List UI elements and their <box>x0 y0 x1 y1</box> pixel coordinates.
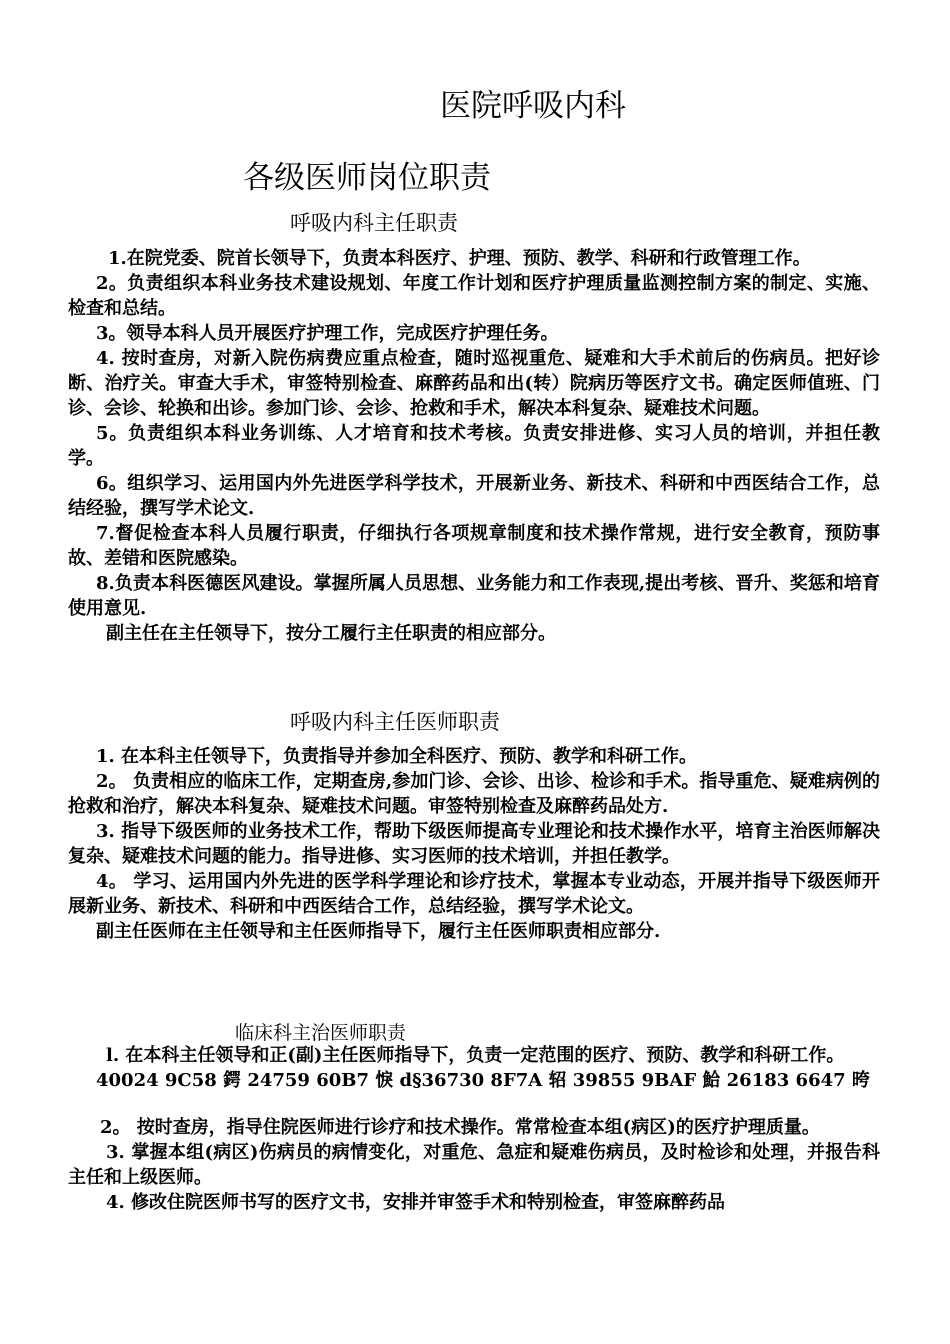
section3-heading: 临床科主治医师职责 <box>235 1022 407 1044</box>
section1-body <box>68 246 880 646</box>
section1-deputy-note: 副主任在主任领导下，按分工履行主任职责的相应部分。 <box>106 623 556 644</box>
section2-body <box>68 744 880 944</box>
section3-garbled-line: 40024 9C58 鍔 24759 60B7 悷 d§36730 8F7A 轺 39855 9BAF 鮯 26183 6647 晇 <box>96 1070 870 1091</box>
section1-item-5: 5。负责组织本科业务训练、人才培育和技术考核。负责安排进修、实习人员的培训，并担任教学。 <box>68 423 880 469</box>
section2-item-2: 2。 负责相应的临床工作，定期查房,参加门诊、会诊、出诊、检诊和手术。指导重危、疑难病例的抢救和治疗，解决本科复杂、疑难技术问题。审签特别检查及麻醉药品处方. <box>68 771 880 817</box>
section1-item-7: 7.督促检查本科人员履行职责，仔细执行各项规章制度和技术操作常规，进行安全教育，预防事故、差错和医院感染。 <box>68 523 880 569</box>
section2-item-3: 3. 指导下级医师的业务技术工作，帮助下级医师提高专业理论和技术操作水平，培育主治医师解决复杂、疑难技术问题的能力。指导进修、实习医师的技术培训，并担任教学。 <box>68 821 880 867</box>
section2-deputy-note: 副主任医师在主任领导和主任医师指导下，履行主任医师职责相应部分. <box>96 921 661 942</box>
section1-item-3: 3。领导本科人员开展医疗护理工作，完成医疗护理任务。 <box>96 323 559 344</box>
section2-item-4: 4。 学习、运用国内外先进的医学科学理论和诊疗技术，掌握本专业动态，开展并指导下级医师开展新业务、新技术、科研和中西医结合工作，总结经验，撰写学术论文。 <box>68 871 880 917</box>
document-title-line1: 医院呼吸内科 <box>440 88 626 124</box>
section2-heading: 呼吸内科主任医师职责 <box>290 710 500 734</box>
section1-item-2: 2。负责组织本科业务技术建设规划、年度工作计划和医疗护理质量监测控制方案的制定、实施、检查和总结。 <box>68 273 880 319</box>
blank-line <box>68 1093 880 1115</box>
section3-item-1: l. 在本科主任领导和正(副)主任医师指导下，负责一定范围的医疗、预防、教学和科研工作。 <box>106 1045 845 1066</box>
section1-item-1: 1.在院党委、院首长领导下，负责本科医疗、护理、预防、教学、科研和行政管理工作。 <box>108 248 811 269</box>
section1-item-6: 6。组织学习、运用国内外先进医学科学技术，开展新业务、新技术、科研和中西医结合工作，总结经验，撰写学术论文. <box>68 473 880 519</box>
section2-item-1: 1. 在本科主任领导下，负责指导并参加全科医疗、预防、教学和科研工作。 <box>96 746 698 767</box>
section1-heading: 呼吸内科主任职责 <box>290 211 458 235</box>
section3-item-3: 3. 掌握本组(病区)伤病员的病情变化，对重危、急症和疑难伤病员，及时检诊和处理，并报告科主任和上级医师。 <box>68 1142 880 1188</box>
section3-item-4: 4. 修改住院医师书写的医疗文书，安排并审签手术和特别检查，审签麻醉药品 <box>106 1192 726 1213</box>
document-title-line2: 各级医师岗位职责 <box>243 160 491 196</box>
section3-item-2: 2。 按时查房，指导住院医师进行诊疗和技术操作。常常检查本组(病区)的医疗护理质量。 <box>100 1117 820 1138</box>
section1-item-8: 8.负责本科医德医风建设。掌握所属人员思想、业务能力和工作表现,提出考核、晋升、奖惩和培育使用意见. <box>68 573 880 619</box>
section1-item-4: 4. 按时查房，对新入院伤病费应重点检查，随时巡视重危、疑难和大手术前后的伤病员。把好诊断、治疗关。审查大手术，审签特别检查、麻醉药品和出(转）院病历等医疗文书。确定医师值班、门诊、会诊、轮换和出诊。参加门诊、会诊、抢救和手术，解决本科复杂、疑难技术问题。 <box>68 348 880 419</box>
section3-body <box>68 1043 880 1215</box>
